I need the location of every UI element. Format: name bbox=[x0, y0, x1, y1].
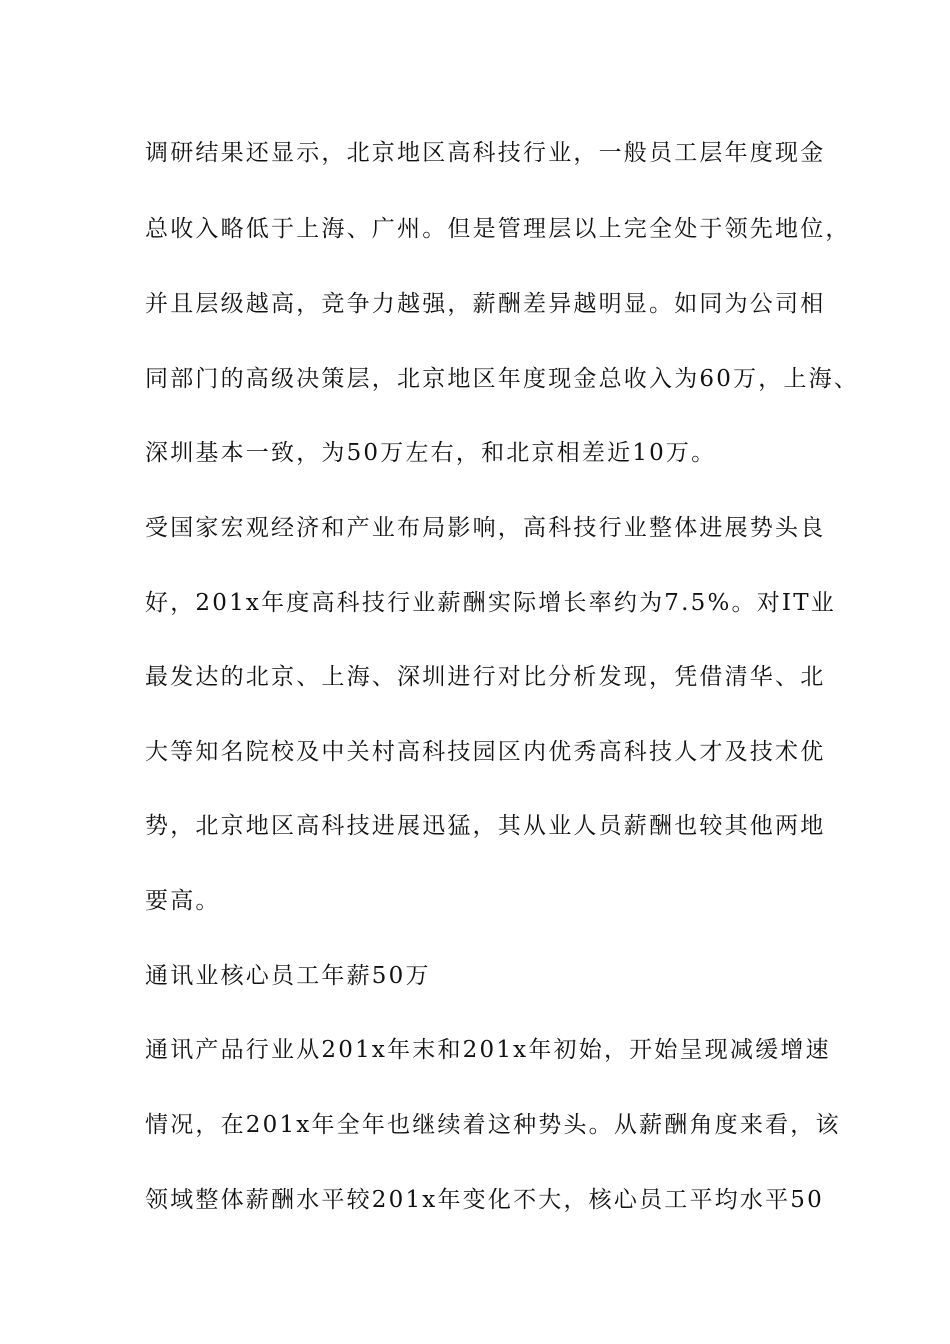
text-line-7: 好，201x年度高科技行业薪酬实际增长率约为7.5%。对IT业 bbox=[145, 590, 836, 616]
text-line-5: 深圳基本一致，为50万左右，和北京相差近10万。 bbox=[145, 440, 717, 466]
text-line-1: 调研结果还显示，北京地区高科技行业，一般员工层年度现金 bbox=[145, 140, 826, 166]
text-line-14: 领域整体薪酬水平较201x年变化不大，核心员工平均水平50 bbox=[145, 1187, 824, 1213]
text-line-9: 大等知名院校及中关村高科技园区内优秀高科技人才及技术优 bbox=[145, 739, 826, 765]
text-line-2: 总收入略低于上海、广州。但是管理层以上完全处于领先地位， bbox=[145, 216, 851, 242]
text-line-4: 同部门的高级决策层，北京地区年度现金总收入为60万，上海、 bbox=[145, 366, 860, 392]
text-line-12: 通讯产品行业从201x年末和201x年初始，开始呈现减缓增速 bbox=[145, 1037, 831, 1063]
text-line-8: 最发达的北京、上海、深圳进行对比分析发现，凭借清华、北 bbox=[145, 664, 826, 690]
text-line-3: 并且层级越高，竞争力越强，薪酬差异越明显。如同为公司相 bbox=[145, 291, 826, 317]
text-line-6: 受国家宏观经济和产业布局影响，高科技行业整体进展势头良 bbox=[145, 515, 826, 541]
text-line-10: 势，北京地区高科技进展迅猛，其从业人员薪酬也较其他两地 bbox=[145, 813, 826, 839]
text-line-11: 要高。 bbox=[145, 888, 221, 914]
section-heading: 通讯业核心员工年薪50万 bbox=[145, 963, 431, 989]
text-line-13: 情况，在201x年全年也继续着这种势头。从薪酬角度来看，该 bbox=[145, 1112, 841, 1138]
